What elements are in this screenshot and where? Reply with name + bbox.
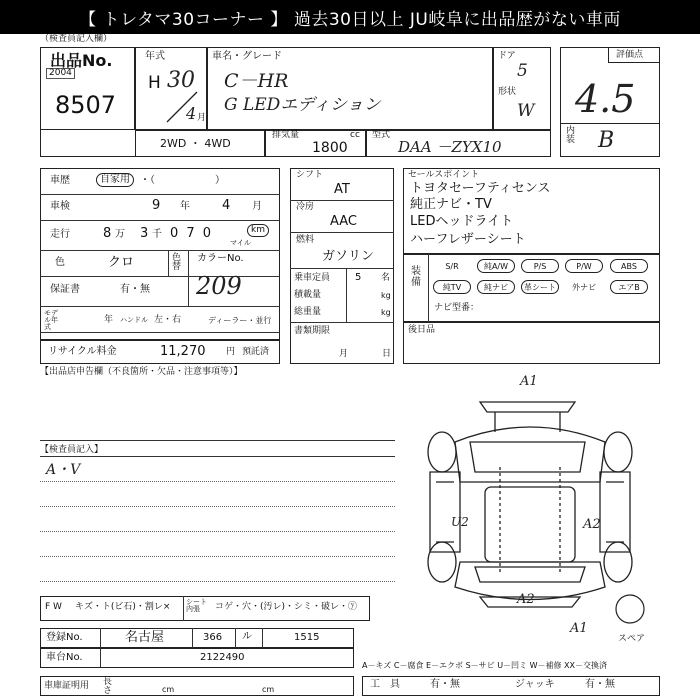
mileage-u1: 万	[115, 229, 125, 240]
equip-btn-alloy: 純A/W	[477, 259, 515, 273]
doc-deadline-day: 日	[382, 349, 392, 359]
doors-value: 5	[517, 61, 528, 81]
interior-label: 内装	[566, 126, 576, 145]
doc-deadline-month: 月	[339, 349, 349, 359]
registration-number: 1515	[294, 632, 320, 643]
year-value: 30	[167, 68, 195, 93]
equipment-label: 装備	[411, 266, 421, 288]
equip-btn-sr: S/R	[433, 259, 471, 273]
inspection-month: 4	[222, 198, 231, 213]
ac-value: AAC	[330, 214, 357, 229]
car-grade: G LEDエディション	[224, 95, 381, 115]
ac-label: 冷房	[296, 202, 315, 212]
shift-value: AT	[334, 182, 350, 197]
shape-value: W	[517, 101, 535, 121]
back-items-block	[403, 322, 660, 364]
chassis-label: 車台No.	[46, 652, 83, 663]
year-label: 年式	[145, 51, 165, 62]
mileage-d1: 8	[103, 226, 112, 241]
cert-length-label: 長さ	[103, 677, 113, 696]
fw-label: F W	[45, 602, 62, 612]
capacity-value-0: 5	[355, 272, 362, 283]
jack-label: ジャッキ	[515, 679, 555, 690]
inspection-label: 車検	[50, 201, 70, 212]
lot-label: 出品No.	[50, 51, 113, 70]
equip-btn-ext-navi: 外ナビ	[565, 280, 603, 294]
fuel-value: ガソリン	[322, 249, 375, 264]
tools-label: 工 具	[370, 679, 400, 690]
year-era: H	[148, 73, 161, 93]
warranty-label: 保証書	[50, 284, 80, 295]
seat-label: シート内張	[186, 598, 207, 613]
registration-kana: ル	[242, 631, 252, 642]
equip-btn-navi: 純ナビ	[477, 280, 515, 294]
registration-label: 登録No.	[46, 632, 83, 643]
mark-u2: U2	[451, 515, 469, 529]
warranty-value: 有・無	[120, 284, 150, 295]
history-label: 車歴	[50, 175, 70, 186]
sales-point-2: LEDヘッドライト	[410, 214, 514, 229]
model-label: 型式	[372, 130, 391, 140]
inspection-year: 9	[152, 198, 161, 213]
interior-value: B	[598, 128, 615, 153]
displacement-value: 1800	[312, 140, 348, 156]
fw-text: キズ・ト(ビ石)・割レ×	[75, 602, 171, 612]
model-year-label: モデル年式	[44, 309, 58, 331]
year-month-unit: 月	[197, 113, 207, 123]
inspection-month-unit: 月	[252, 201, 262, 212]
score-label: 評価点	[616, 50, 644, 60]
sales-point-3: ハーフレザーシート	[410, 232, 526, 247]
capacity-label-2: 総重量	[294, 307, 322, 317]
fuel-label: 燃料	[296, 235, 315, 245]
color-label: 色	[55, 257, 65, 268]
recycle-unit: 円	[226, 347, 236, 357]
cert-cm-2: cm	[262, 685, 275, 694]
lot-number: 8507	[55, 91, 117, 119]
displacement-unit: cc	[350, 130, 360, 140]
capacity-unit-0: 名	[381, 273, 391, 283]
jack-value: 有・無	[585, 679, 615, 690]
legend: A－キズ C－腐食 E－エクボ S－サビ U－凹ミ W－補修 XX－交換済	[362, 661, 608, 670]
exhibitor-notes-label: 【出品店申告欄（不良箇所・欠品・注意事項等）】	[40, 367, 243, 377]
mark-a2-rear: A2	[517, 592, 535, 607]
capacity-unit-2: kg	[381, 308, 391, 317]
inspector-notes-text: A・V	[46, 462, 81, 478]
equip-btn-pw: P/W	[565, 259, 603, 273]
chassis-row	[40, 648, 354, 668]
model-year-unit: 年	[104, 315, 114, 325]
shape-label: 形状	[498, 87, 517, 97]
tools-value: 有・無	[430, 679, 460, 690]
doc-deadline-label: 書類期限	[294, 326, 331, 336]
mark-a2-side: A2	[583, 517, 601, 532]
mileage-label: 走行	[50, 229, 70, 240]
color-change-label: 色替	[172, 253, 182, 273]
equip-btn-tv: 純TV	[433, 280, 471, 294]
inspection-year-unit: 年	[180, 201, 190, 212]
mileage-d2: 3	[140, 226, 149, 241]
color-value: クロ	[108, 255, 135, 270]
mark-a1-top: A1	[520, 374, 538, 389]
capacity-unit-1: kg	[381, 291, 391, 300]
lot-stamp: 2004	[46, 68, 75, 79]
equip-btn-abs: ABS	[610, 259, 648, 273]
mileage-unit-km: km	[247, 224, 269, 237]
handle-value: 左・右	[154, 315, 182, 325]
equip-btn-leather: 革シート	[521, 280, 559, 294]
color-no-value: 209	[196, 272, 242, 300]
doors-label: ドア	[498, 51, 516, 61]
cert-cm-1: cm	[162, 685, 175, 694]
mileage-digits: 0 7 0	[170, 226, 214, 241]
recycle-note: 預託済	[242, 347, 270, 357]
score-value: 4.5	[575, 77, 636, 121]
year-month: 4	[186, 104, 197, 123]
mileage-unit-mile: マイル	[230, 239, 251, 247]
cert-label: 車庫証明用	[44, 681, 90, 691]
capacity-label-1: 積載量	[294, 290, 322, 300]
history-option: 自家用	[96, 173, 134, 187]
navi-model-label: ナビ型番：	[434, 303, 480, 313]
handle-label: ハンドル	[120, 316, 148, 324]
history-rest: ・（ ）	[140, 175, 225, 186]
tools-row	[362, 676, 660, 696]
spare-wheel-icon	[616, 595, 644, 623]
equip-btn-ps: P/S	[521, 259, 559, 273]
inspector-notes-label: 【検査員記入】	[40, 445, 104, 455]
dealer-label: ディーラー・並行	[208, 316, 272, 325]
chassis-value: 2122490	[200, 652, 245, 663]
recycle-label: リサイクル料金	[48, 346, 117, 357]
back-items-label: 後日品	[408, 325, 436, 335]
mileage-u2: 千	[152, 229, 162, 240]
sales-point-0: トヨタセーフティセンス	[410, 181, 551, 196]
capacity-label-0: 乗車定員	[294, 273, 331, 283]
color-no-label: カラーNo.	[197, 253, 244, 264]
recycle-value: 11,270	[160, 344, 206, 359]
registration-place: 名古屋	[125, 630, 165, 645]
drive-value: 2WD ・ 4WD	[160, 137, 231, 150]
model-value: DAA －ZYX10	[398, 138, 502, 156]
banner: 【 トレタマ30コーナー 】 過去30日以上 JU岐阜に出品歴がない車両	[0, 0, 700, 34]
sales-points-label: セールスポイント	[408, 170, 480, 180]
registration-class: 366	[203, 632, 223, 643]
equip-btn-airbag: エアB	[610, 280, 648, 294]
sales-point-1: 純正ナビ・TV	[410, 197, 492, 212]
seat-text: コゲ・穴・(汚レ)・シミ・破レ・ⓨ	[215, 602, 358, 612]
car-label: 車名・グレード	[212, 51, 282, 62]
spare-label: スペア	[618, 634, 646, 644]
car-name: C－HR	[224, 70, 289, 92]
shift-label: シフト	[296, 170, 324, 180]
header-partial: （検査員記入欄）	[40, 34, 113, 44]
mark-a1-rear: A1	[570, 621, 588, 636]
displacement-label: 排気量	[272, 130, 300, 140]
